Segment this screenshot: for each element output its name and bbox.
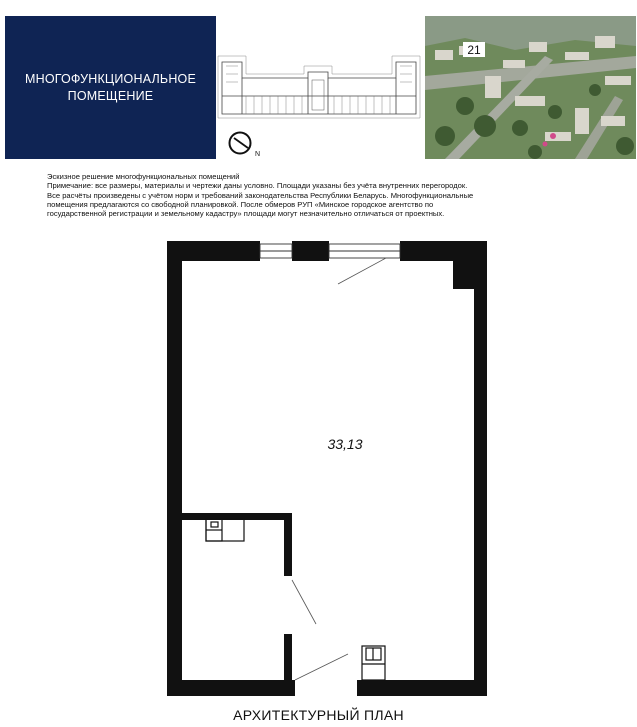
notes-line-4: помещения предлагаются со свободной планировкой. После обмеров РУП «Минское городское агентство по [47,199,434,209]
notes-line-5: государственной регистрации и земельному кадастру» площади могут незначительно отличаться от проектных. [47,209,445,219]
plan-caption: АРХИТЕКТУРНЫЙ ПЛАН [233,707,404,723]
building-key-plan [216,52,424,132]
notes-line-2: Примечание: все размеры, материалы и чертежи даны условно. Площади указаны без учёта внутренних перегородок. [47,181,468,191]
room-area-label: 33,13 [327,436,363,452]
title-panel [5,16,216,159]
compass-label: N [255,151,261,158]
aerial-photo [425,16,636,159]
plan-door-swings [292,258,386,680]
building-number: 21 [467,43,481,57]
notes-line-3: Все расчёты произведены с учётом норм и требований законодательства Республики Беларусь. Многофункциональные [47,190,474,200]
plan-notes [47,172,627,218]
plan-windows [260,244,400,258]
title-line-2: ПОМЕЩЕНИЕ [67,88,154,103]
north-arrow-icon [226,128,266,160]
plan-walls [167,241,487,696]
toilet-fixture-icon [362,646,385,680]
sink-fixture-icon [206,519,244,541]
notes-line-1: Эскизное решение многофункциональных помещений [47,172,240,181]
architectural-floor-plan [160,236,495,702]
title-line-1: МНОГОФУНКЦИОНАЛЬНОЕ [24,71,197,86]
